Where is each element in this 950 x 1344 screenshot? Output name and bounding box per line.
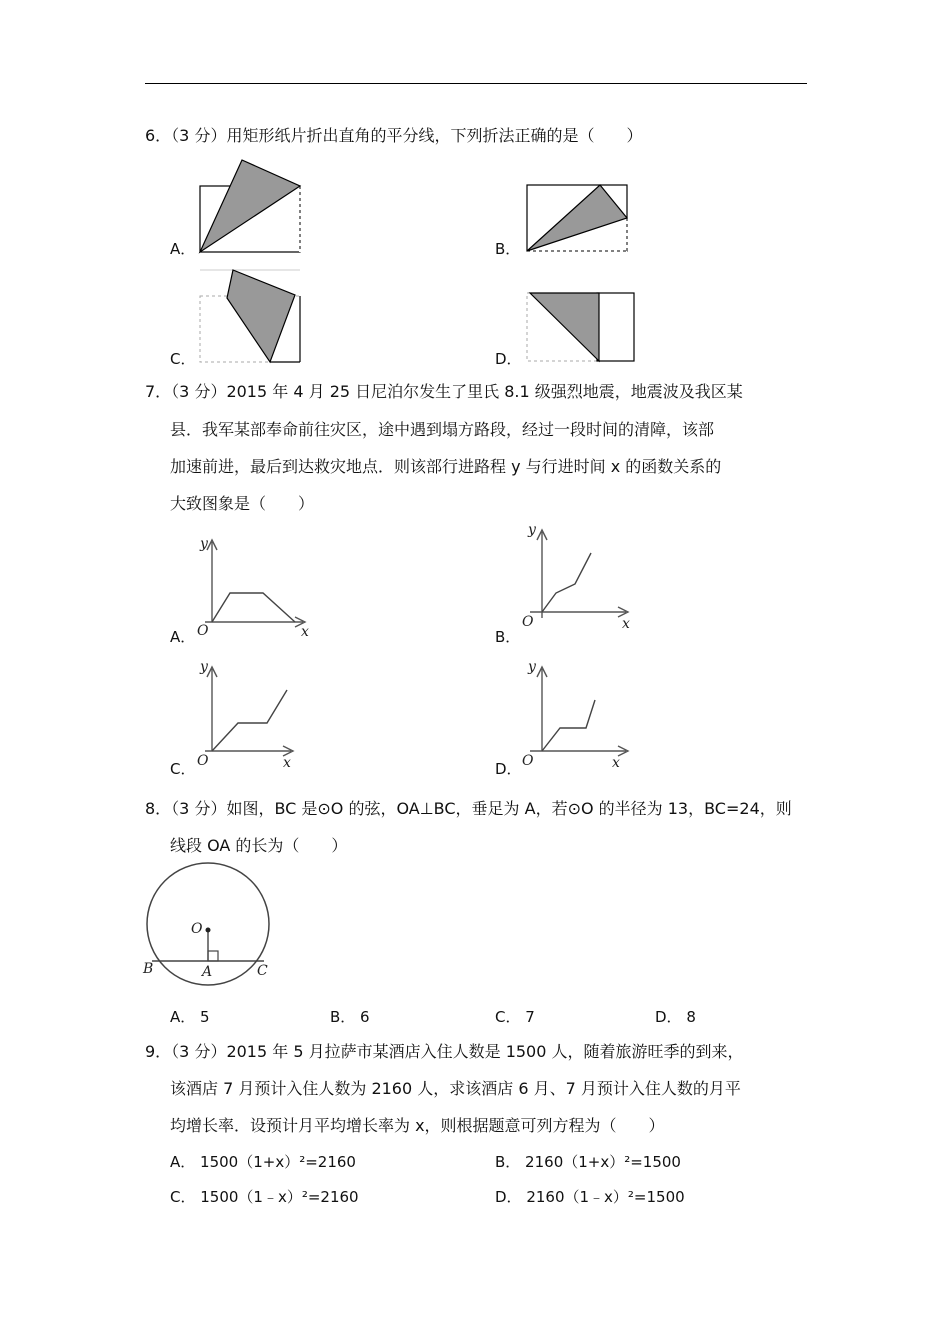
q8-label-o: O [191, 921, 203, 937]
q8-label-a: A [202, 964, 213, 980]
q6-figure-a [195, 155, 305, 255]
q9-option-c[interactable]: C． 1500（1﹣x）²=2160 [170, 1188, 359, 1206]
q9-option-a[interactable]: A． 1500（1+x）²=2160 [170, 1153, 356, 1171]
q8-option-b[interactable]: B． 6 [330, 1008, 370, 1026]
q8-line-1: 8．（3 分）如图，BC 是⊙O 的弦，OA⊥BC，垂足为 A，若⊙O 的半径为 13，BC=24，则 [145, 799, 792, 818]
q7-option-c-label[interactable]: C． [170, 760, 196, 778]
q6-figure-c [195, 265, 305, 365]
q7-graph-b [520, 518, 650, 638]
q7a-x-label: x [301, 624, 309, 640]
q9-line-3: 均增长率．设预计月平均增长率为 x，则根据题意可列方程为（ ） [170, 1116, 665, 1135]
q7-option-a-label[interactable]: A． [170, 628, 196, 646]
q9-option-b[interactable]: B． 2160（1+x）²=1500 [495, 1153, 681, 1171]
q6-option-b-label[interactable]: B． [495, 240, 521, 258]
q8-option-c[interactable]: C． 7 [495, 1008, 535, 1026]
q7c-x-label: x [283, 755, 291, 771]
q7-line-4: 大致图象是（ ） [170, 494, 315, 513]
q6-figure-b [522, 180, 632, 260]
q8-circle-figure [140, 858, 280, 993]
q7b-y-label: y [528, 522, 536, 538]
q7b-origin-label: O [522, 614, 534, 630]
q7b-x-label: x [622, 616, 630, 632]
q7-option-d-label[interactable]: D． [495, 760, 522, 778]
q6-option-d-label[interactable]: D． [495, 350, 522, 368]
q8-label-c: C [257, 963, 268, 979]
q8-line-2: 线段 OA 的长为（ ） [170, 836, 348, 855]
q9-line-1: 9．（3 分）2015 年 5 月拉萨市某酒店入住人数是 1500 人，随着旅游旺季的到来， [145, 1042, 744, 1061]
q7d-origin-label: O [522, 753, 534, 769]
q7-graph-c [195, 655, 325, 773]
q7-line-2: 县．我军某部奉命前往灾区，途中遇到塌方路段，经过一段时间的清障，该部 [170, 420, 715, 439]
q7a-origin-label: O [197, 623, 209, 639]
q7d-x-label: x [612, 755, 620, 771]
q6-option-a-label[interactable]: A． [170, 240, 196, 258]
q8-option-d[interactable]: D． 8 [655, 1008, 696, 1026]
q9-option-d[interactable]: D． 2160（1﹣x）²=1500 [495, 1188, 685, 1206]
q6-figure-d [522, 288, 642, 368]
q7c-y-label: y [200, 659, 208, 675]
header-rule [145, 83, 807, 84]
q6-option-c-label[interactable]: C． [170, 350, 196, 368]
q7-option-b-label[interactable]: B． [495, 628, 521, 646]
q7-line-3: 加速前进，最后到达救灾地点．则该部行进路程 y 与行进时间 x 的函数关系的 [170, 457, 722, 476]
q7d-y-label: y [528, 659, 536, 675]
q7c-origin-label: O [197, 753, 209, 769]
q8-label-b: B [143, 961, 154, 977]
q7a-y-label: y [200, 536, 208, 552]
q6-stem: 6．（3 分）用矩形纸片折出直角的平分线，下列折法正确的是（ ） [145, 126, 643, 145]
q7-graph-d [520, 655, 650, 773]
q7-graph-a [195, 530, 325, 640]
q9-line-2: 该酒店 7 月预计入住人数为 2160 人，求该酒店 6 月、7 月预计入住人数的月平 [170, 1079, 741, 1098]
q8-option-a[interactable]: A． 5 [170, 1008, 210, 1026]
q7-line-1: 7．（3 分）2015 年 4 月 25 日尼泊尔发生了里氏 8.1 级强烈地震，地震波及我区某 [145, 382, 743, 401]
